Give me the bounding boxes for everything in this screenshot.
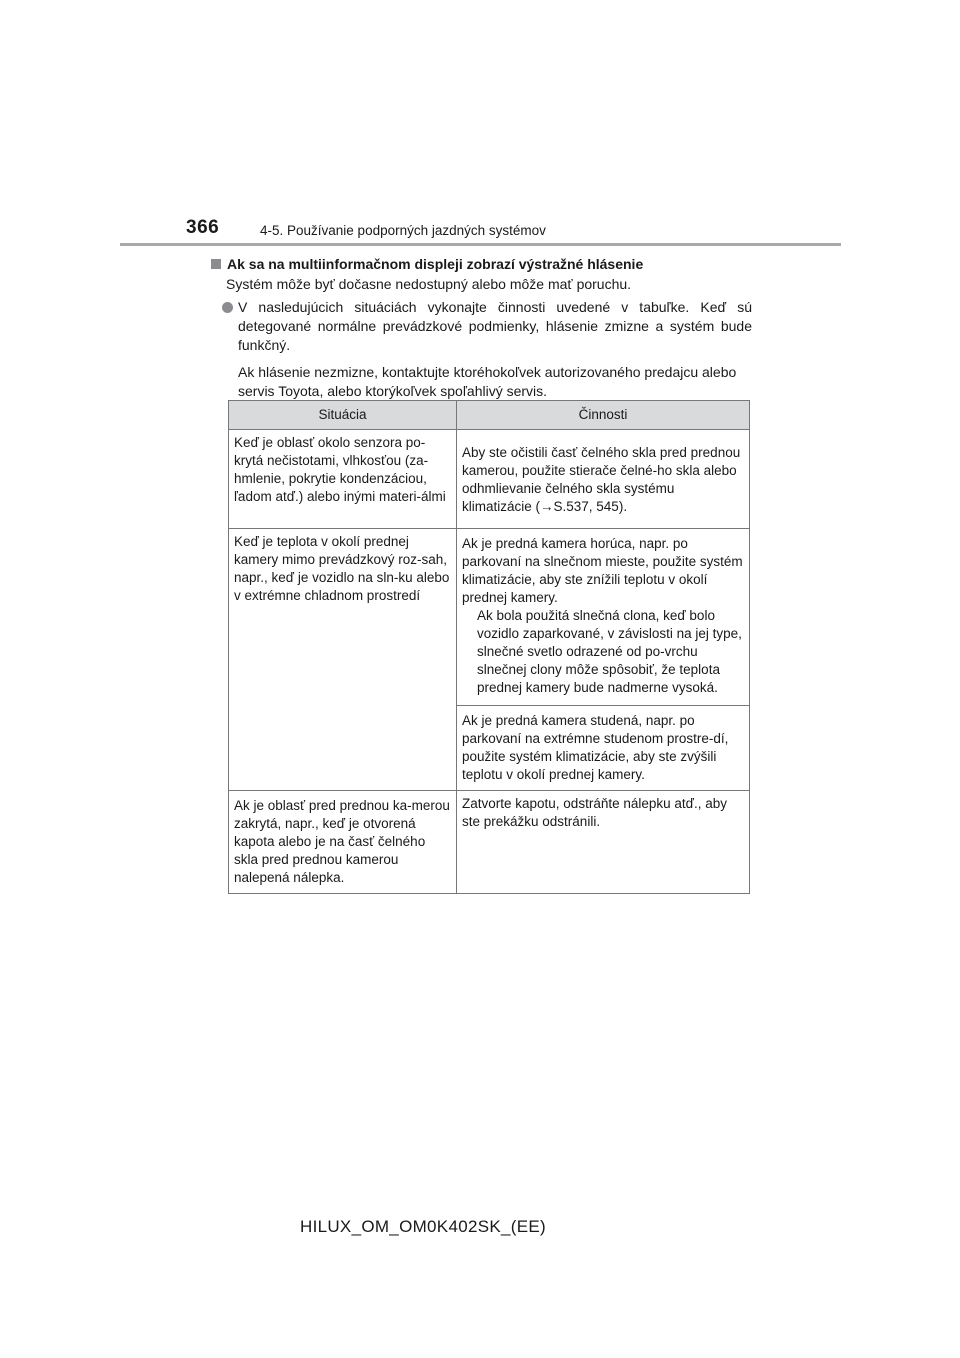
circle-bullet-icon: [222, 302, 233, 313]
warning-actions-table: [228, 400, 750, 894]
page-number: 366: [186, 217, 220, 238]
table-row: [229, 430, 750, 529]
header-divider: [120, 243, 841, 246]
section-heading-text: Ak sa na multiinformačnom displeji zobrazí výstražné hlásenie: [227, 256, 644, 272]
bullet-text: V nasledujúcich situáciách vykonajte činnosti uvedené v tabuľke. Keď sú detegované normálne prevádzkové podmienky, hlásenie zmizne a systém bude funkčný.: [238, 299, 752, 353]
intro-paragraph: Systém môže byť dočasne nedostupný alebo môže mať poruchu.: [226, 276, 632, 292]
action-cell: [457, 529, 750, 706]
table-header-row: [229, 401, 750, 430]
table-row: [229, 529, 750, 706]
bullet-followup-text: Ak hlásenie nezmizne, kontaktujte ktoréhokoľvek autorizovaného predajcu alebo servis Toyota, alebo ktorýkoľvek spoľahlivý servis.: [238, 364, 737, 399]
action-cell: Aby ste očistili časť čelného skla pred prednou kamerou, použite stierače čelné-ho skla alebo odhmlievanie čelného skla systému klimatizácie (→S.537, 545).: [457, 430, 750, 529]
section-heading: [211, 255, 771, 273]
action-hot-note: Ak bola použitá slnečná clona, keď bolo vozidlo zaparkované, v závislosti na jej type, slnečné svetlo odrazené od po-vrchu slnečnej clony môže spôsobiť, že teplota prednej kamery bude nadmerne vysoká.: [477, 608, 742, 695]
situation-cell: Ak je oblasť pred prednou ka-merou zakrytá, napr., keď je otvorená kapota alebo je na časť čelného skla pred prednou kamerou nalepená nálepka.: [229, 791, 457, 894]
action-cell: Ak je predná kamera studená, napr. po parkovaní na extrémne studenom prostre-dí, použite systém klimatizácie, aby ste zvýšili teplotu v okolí prednej kamery.: [457, 706, 750, 791]
table-row: [229, 791, 750, 894]
bullet-item: [222, 298, 752, 401]
header-situation: Situácia: [229, 401, 457, 430]
square-bullet-icon: [211, 259, 221, 269]
document-code: HILUX_OM_OM0K402SK_(EE): [300, 1217, 546, 1236]
situation-cell: Keď je oblasť okolo senzora po-krytá nečistotami, vlhkosťou (za-hmlenie, pokrytie kondenzáciou, ľadom atď.) alebo inými materi-álmi: [229, 430, 457, 529]
action-hot-text: Ak je predná kamera horúca, napr. po parkovaní na slnečnom mieste, použite systém klimatizácie, aby ste znížili teplotu v okolí prednej kamery.: [462, 536, 743, 605]
situation-cell: Keď je teplota v okolí prednej kamery mimo prevádzkový roz-sah, napr., keď je vozidlo na sln-ku alebo v extrémne chladnom prostredí: [229, 529, 457, 791]
action-cell: Zatvorte kapotu, odstráňte nálepku atď., aby ste prekážku odstránili.: [457, 791, 750, 894]
chapter-title: 4-5. Používanie podporných jazdných systémov: [260, 223, 546, 238]
header-actions: Činnosti: [457, 401, 750, 430]
